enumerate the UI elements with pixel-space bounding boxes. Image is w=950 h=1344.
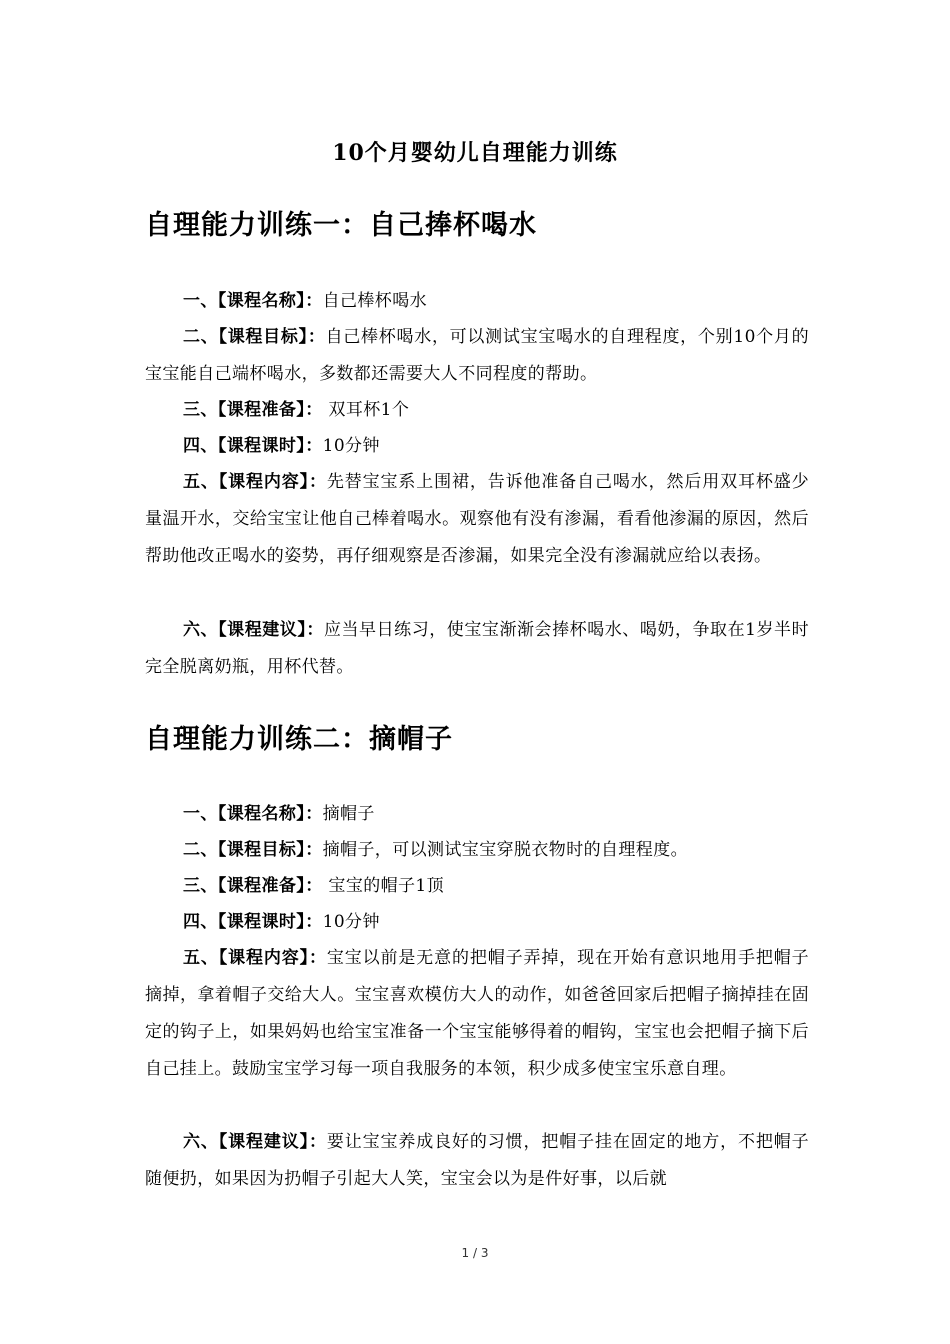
section2-course-advice — [145, 1124, 809, 1198]
document-title: 10个月婴幼儿自理能力训练 — [332, 140, 618, 166]
section2-course-advice-text: 要让宝宝养成良好的习惯，把帽子挂在固定的地方，不把帽子随便扔，如果因为扔帽子引起大人笑，宝宝会以为是件好事，以后就 — [145, 1132, 809, 1189]
section1-course-goal — [145, 319, 809, 393]
section1-course-goal-label: 二、【课程目标】： — [183, 327, 326, 347]
section1-course-name-label: 一、【课程名称】： — [183, 291, 323, 311]
section2-course-goal-label: 二、【课程目标】： — [183, 840, 323, 860]
section1-course-advice-text: 应当早日练习，使宝宝渐渐会捧杯喝水、喝奶，争取在1岁半时完全脱离奶瓶，用杯代替。 — [145, 620, 809, 677]
section1-course-advice-label: 六、【课程建议】： — [183, 620, 324, 640]
section1-course-content-text: 先替宝宝系上围裙，告诉他准备自己喝水，然后用双耳杯盛少量温开水，交给宝宝让他自己棒着喝水。观察他有没有渗漏，看看他渗漏的原因，然后帮助他改正喝水的姿势，再仔细观察是否渗漏，如果完全没有渗漏就应给以表扬。 — [145, 472, 809, 566]
section2-course-prep-label: 三、【课程准备】： — [183, 876, 323, 896]
section2-course-content-label: 五、【课程内容】： — [183, 948, 327, 968]
section1-course-advice — [145, 612, 809, 686]
section1-course-duration-label: 四、【课程课时】： — [183, 436, 323, 456]
section-heading-2: 自理能力训练二：摘帽子 — [145, 724, 453, 755]
section1-course-duration-text: 10分钟 — [322, 436, 380, 456]
section1-course-name-text: 自己棒杯喝水 — [322, 291, 428, 311]
section2-course-name — [145, 796, 809, 833]
section2-course-prep — [145, 868, 809, 905]
section2-course-advice-label: 六、【课程建议】： — [183, 1132, 327, 1152]
section1-course-prep-label: 三、【课程准备】： — [183, 400, 323, 420]
section2-course-name-label: 一、【课程名称】： — [183, 804, 323, 824]
section2-course-prep-text: 宝宝的帽子1顶 — [322, 876, 445, 896]
section2-course-duration-text: 10分钟 — [322, 912, 380, 932]
section1-course-prep-text: 双耳杯1个 — [322, 400, 410, 420]
section2-course-duration — [145, 904, 809, 941]
section2-course-goal — [145, 832, 809, 869]
section2-course-name-text: 摘帽子 — [322, 804, 375, 824]
section2-course-goal-text: 摘帽子，可以测试宝宝穿脱衣物时的自理程度。 — [322, 840, 689, 860]
page-number: 1 / 3 — [461, 1246, 489, 1260]
section2-course-content-text: 宝宝以前是无意的把帽子弄掉，现在开始有意识地用手把帽子摘掉，拿着帽子交给大人。宝宝喜欢模仿大人的动作，如爸爸回家后把帽子摘掉挂在固定的钩子上，如果妈妈也给宝宝准备一个宝宝能够得着的帽钩，宝宝也会把帽子摘下后自己挂上。鼓励宝宝学习每一项自我服务的本领，积少成多使宝宝乐意自理。 — [145, 948, 809, 1079]
section-heading-1: 自理能力训练一：自己捧杯喝水 — [145, 210, 537, 241]
section1-course-content — [145, 464, 809, 575]
section1-course-goal-text: 自己棒杯喝水，可以测试宝宝喝水的自理程度，个别10个月的宝宝能自己端杯喝水，多数都还需要大人不同程度的帮助。 — [145, 327, 809, 384]
section1-course-duration — [145, 428, 809, 465]
section1-course-prep — [145, 392, 809, 429]
section2-course-duration-label: 四、【课程课时】： — [183, 912, 323, 932]
section2-course-content — [145, 940, 809, 1088]
section1-course-name — [145, 283, 809, 320]
section1-course-content-label: 五、【课程内容】： — [183, 472, 327, 492]
